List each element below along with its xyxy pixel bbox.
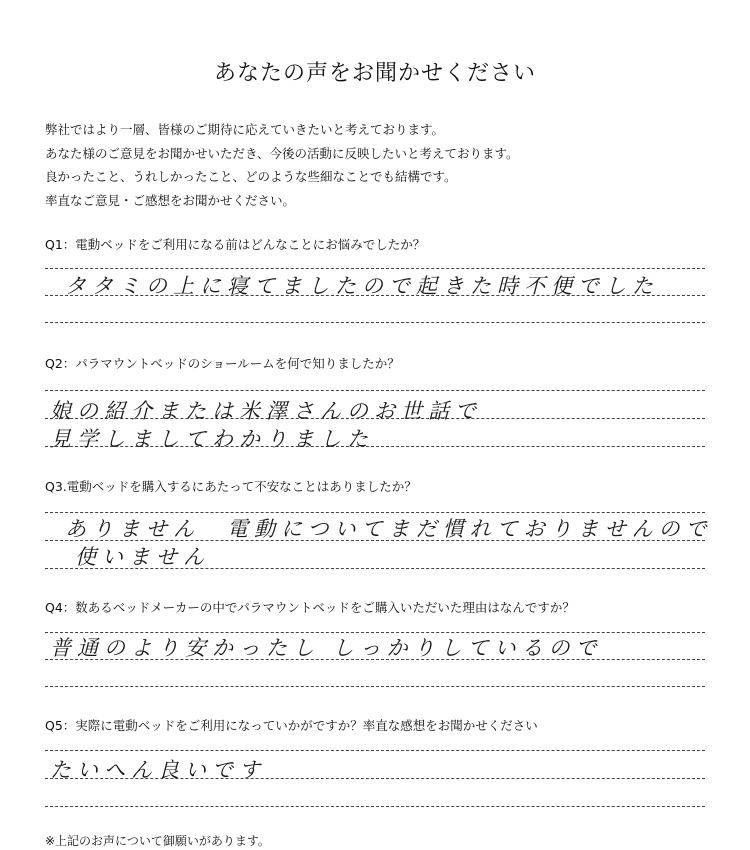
question-2: Q2：パラマウントベッドのショールームを何で知りましたか？	[45, 356, 400, 371]
footnote: ※上記のお声について御願いがあります。	[45, 834, 270, 848]
question-5: Q5：実際に電動ベッドをご利用になっていかがですか？率直な感想をお聞かせください	[45, 718, 538, 733]
intro-line: 弊社ではより一層、皆様のご期待に応えていきたいと考えております。	[45, 122, 445, 137]
question-1: Q1：電動ベッドをご利用になる前はどんなことにお悩みでしたか？	[45, 237, 426, 252]
answer-4-line-1: 普通のより安かったし しっかりしているので	[50, 636, 603, 660]
answer-2-line-1: 娘の紹介または米澤さんのお世話で	[50, 399, 482, 423]
intro-line: あなた様のご意見をお聞かせいただき、今後の活動に反映したいと考えております。	[45, 145, 519, 161]
answer-2-line-2: 見学しましてわかりました	[50, 427, 374, 451]
page-title: あなたの声をお聞かせください	[213, 61, 536, 86]
intro-line: 率直なご意見・ご感想をお聞かせください。	[45, 193, 296, 209]
answer-1-line-1: タタミの上に寝てましたので起きた時不便でした	[65, 274, 659, 298]
answer-rule	[45, 750, 705, 751]
intro-text	[45, 118, 705, 213]
intro-line: 良かったこと、うれしかったこと、どのような些細なことでも結構です。	[45, 169, 457, 185]
question-4: Q4：数あるベッドメーカーの中でパラマウントベッドをご購入いただいた理由はなんですか？	[45, 600, 575, 615]
answer-5-line-1: たいへん良いです	[50, 758, 266, 782]
answer-rule	[45, 686, 705, 687]
question-3: Q3.電動ベッドを購入するにあたって不安なことはありましたか？	[45, 479, 417, 494]
answer-rule	[45, 806, 705, 807]
answer-rule	[45, 390, 705, 391]
answer-rule	[45, 322, 705, 323]
answer-rule	[45, 268, 705, 269]
answer-3-line-2: 使いません	[75, 545, 210, 569]
answer-3-line-1: ありません 電動についてまだ慣れておりませんので	[65, 517, 713, 541]
